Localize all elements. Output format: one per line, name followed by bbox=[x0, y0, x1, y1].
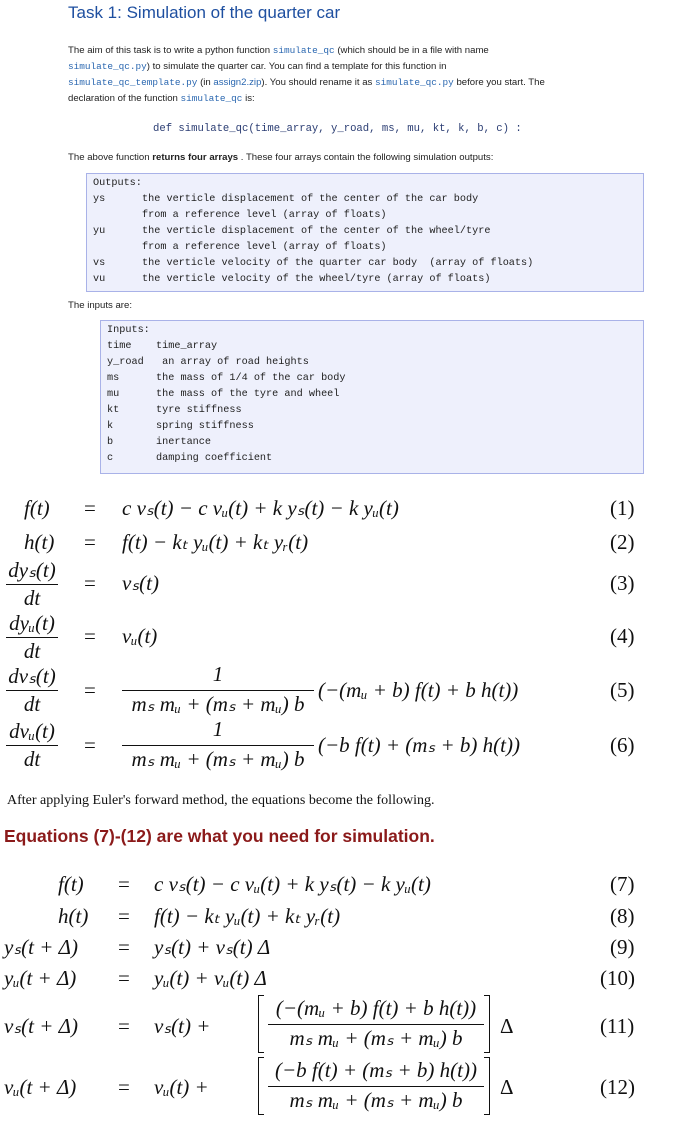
intro-text: The aim of this task is to write a python function bbox=[68, 45, 273, 56]
outputs-box bbox=[86, 173, 644, 292]
eq7-equals: = bbox=[118, 872, 130, 896]
eq4-lhs-denominator: dt bbox=[23, 639, 41, 663]
eq11-numerator: (−(mᵤ + b) f(t) + b h(t)) bbox=[275, 996, 477, 1020]
input-label: k bbox=[107, 421, 114, 432]
eq10-rhs: yᵤ(t) + vᵤ(t) Δ bbox=[154, 966, 267, 990]
eq12-delta: Δ bbox=[500, 1075, 514, 1099]
output-label: vu bbox=[93, 274, 106, 285]
intro-text: (which should be in a file with name bbox=[334, 45, 489, 56]
output-desc: the verticle velocity of the quarter car body (array of floats) bbox=[142, 258, 534, 269]
output-desc: the verticle displacement of the center of the car body bbox=[142, 194, 479, 205]
eq5-coef-numerator: 1 bbox=[212, 662, 224, 686]
intro-text: (in bbox=[197, 77, 214, 88]
output-desc: the verticle displacement of the center of the wheel/tyre bbox=[142, 226, 491, 237]
function-name: simulate_qc bbox=[180, 93, 243, 104]
input-label: time bbox=[107, 341, 132, 352]
eq1-number: (1) bbox=[610, 496, 635, 520]
input-label: mu bbox=[107, 389, 120, 400]
output-desc: from a reference level (array of floats) bbox=[142, 242, 387, 253]
eq4-lhs-numerator: dyᵤ(t) bbox=[9, 611, 55, 635]
input-label: ms bbox=[107, 373, 120, 384]
eq8-equals: = bbox=[118, 904, 130, 928]
eq5-coef-denominator: mₛ mᵤ + (mₛ + mᵤ) b bbox=[131, 692, 305, 716]
input-desc: inertance bbox=[156, 437, 212, 448]
eq6-coef-numerator: 1 bbox=[212, 717, 224, 741]
eq3-lhs-numerator: dyₛ(t) bbox=[8, 558, 56, 582]
eq1-rhs: c vₛ(t) − c vᵤ(t) + k yₛ(t) − k yᵤ(t) bbox=[122, 496, 399, 520]
input-desc: the mass of 1/4 of the car body bbox=[156, 373, 346, 384]
page-title: Task 1: Simulation of the quarter car bbox=[68, 3, 341, 22]
output-label: yu bbox=[93, 226, 106, 237]
eq4-rhs: vᵤ(t) bbox=[122, 624, 158, 648]
intro-text: before you start. The bbox=[453, 77, 545, 88]
eq8-number: (8) bbox=[610, 904, 635, 928]
simulation-note: Equations (7)-(12) are what you need for simulation. bbox=[4, 826, 435, 846]
eq2-equals: = bbox=[84, 530, 96, 554]
input-label: y_road bbox=[107, 357, 144, 368]
euler-sentence: After applying Euler's forward method, the equations become the following. bbox=[7, 793, 435, 808]
eq5-lhs-denominator: dt bbox=[23, 692, 41, 716]
inputs-label: The inputs are: bbox=[68, 300, 132, 311]
intro-text: ) to simulate the quarter car. You can find a template for this function in bbox=[146, 61, 447, 72]
input-desc: spring stiffness bbox=[156, 421, 254, 432]
eq10-lhs: yᵤ(t + Δ) bbox=[4, 966, 77, 990]
output-desc: from a reference level (array of floats) bbox=[142, 210, 387, 221]
eq11-delta: Δ bbox=[500, 1014, 514, 1038]
eq5-rhs: (−(mᵤ + b) f(t) + b h(t)) bbox=[318, 678, 519, 702]
input-desc: the mass of the tyre and wheel bbox=[156, 389, 340, 400]
eq12-lhs: vᵤ(t + Δ) bbox=[4, 1075, 77, 1099]
eq5-lhs-numerator: dvₛ(t) bbox=[8, 664, 56, 688]
eq3-rhs: vₛ(t) bbox=[122, 571, 159, 595]
eq11-left-bracket bbox=[258, 995, 264, 1053]
eq12-numerator: (−b f(t) + (mₛ + b) h(t)) bbox=[275, 1058, 477, 1082]
eq12-rhs-prefix: vᵤ(t) + bbox=[154, 1075, 209, 1099]
file-name: simulate_qc.py bbox=[68, 61, 147, 72]
eq6-coef-denominator: mₛ mᵤ + (mₛ + mᵤ) b bbox=[131, 747, 305, 771]
eq12-left-bracket bbox=[258, 1057, 264, 1115]
eq8-rhs: f(t) − kₜ yᵤ(t) + kₜ yᵣ(t) bbox=[154, 904, 341, 928]
output-desc: the verticle velocity of the wheel/tyre (array of floats) bbox=[142, 274, 491, 285]
intro-text: ). You should rename it as bbox=[261, 77, 376, 88]
eq9-lhs: yₛ(t + Δ) bbox=[4, 935, 78, 959]
returns-bold: returns four arrays bbox=[152, 152, 239, 163]
outputs-header: Outputs: bbox=[93, 178, 142, 189]
eq4-number: (4) bbox=[610, 624, 635, 648]
output-label: vs bbox=[93, 258, 106, 269]
eq10-equals: = bbox=[118, 966, 130, 990]
returns-text: The above function bbox=[68, 152, 153, 163]
function-name: simulate_qc bbox=[272, 45, 335, 56]
input-desc: tyre stiffness bbox=[156, 405, 242, 416]
output-label: ys bbox=[93, 194, 106, 205]
returns-text: . These four arrays contain the following simulation outputs: bbox=[238, 152, 494, 163]
eq10-number: (10) bbox=[600, 966, 635, 990]
input-desc: an array of road heights bbox=[156, 357, 309, 368]
eq9-rhs: yₛ(t) + vₛ(t) Δ bbox=[154, 935, 271, 959]
eq1-lhs: f(t) bbox=[24, 496, 50, 520]
input-desc: time_array bbox=[156, 341, 218, 352]
eq9-number: (9) bbox=[610, 935, 635, 959]
eq2-lhs: h(t) bbox=[24, 530, 55, 554]
eq7-lhs: f(t) bbox=[58, 872, 84, 896]
intro-paragraph bbox=[68, 43, 643, 107]
eq3-lhs-denominator: dt bbox=[23, 586, 41, 610]
input-label: kt bbox=[107, 405, 120, 416]
file-name: simulate_qc.py bbox=[375, 77, 454, 88]
eq2-number: (2) bbox=[610, 530, 635, 554]
input-label: b bbox=[107, 437, 114, 448]
eq9-equals: = bbox=[118, 935, 130, 959]
eq7-rhs: c vₛ(t) − c vᵤ(t) + k yₛ(t) − k yᵤ(t) bbox=[154, 872, 431, 896]
returns-sentence bbox=[68, 152, 493, 163]
eq11-number: (11) bbox=[600, 1014, 635, 1038]
inputs-box bbox=[100, 320, 644, 474]
input-label: c bbox=[107, 453, 114, 464]
inputs-header: Inputs: bbox=[107, 325, 150, 336]
eq6-number: (6) bbox=[610, 733, 635, 757]
eq3-equals: = bbox=[84, 571, 96, 595]
eq12-equals: = bbox=[118, 1075, 130, 1099]
zip-link[interactable]: assign2.zip bbox=[213, 77, 262, 88]
eq5-number: (5) bbox=[610, 678, 635, 702]
eq11-rhs-prefix: vₛ(t) + bbox=[154, 1014, 211, 1038]
eq12-right-bracket bbox=[484, 1057, 490, 1115]
eq8-lhs: h(t) bbox=[58, 904, 89, 928]
eq12-denominator: mₛ mᵤ + (mₛ + mᵤ) b bbox=[289, 1088, 463, 1112]
eq4-equals: = bbox=[84, 624, 96, 648]
eq1-equals: = bbox=[84, 496, 96, 520]
eq6-equals: = bbox=[84, 733, 96, 757]
template-file-name: simulate_qc_template.py bbox=[68, 77, 198, 88]
eq7-number: (7) bbox=[610, 872, 635, 896]
function-declaration: def simulate_qc(time_array, y_road, ms, mu, kt, k, b, c) : bbox=[153, 123, 522, 135]
eq2-rhs: f(t) − kₜ yᵤ(t) + kₜ yᵣ(t) bbox=[122, 530, 309, 554]
intro-text: is: bbox=[242, 93, 255, 104]
eq11-lhs: vₛ(t + Δ) bbox=[4, 1014, 78, 1038]
eq5-equals: = bbox=[84, 678, 96, 702]
eq6-rhs: (−b f(t) + (mₛ + b) h(t)) bbox=[318, 733, 520, 757]
eq11-denominator: mₛ mᵤ + (mₛ + mᵤ) b bbox=[289, 1026, 463, 1050]
eq3-number: (3) bbox=[610, 571, 635, 595]
input-desc: damping coefficient bbox=[156, 453, 273, 464]
eq12-number: (12) bbox=[600, 1075, 635, 1099]
eq11-right-bracket bbox=[484, 995, 490, 1053]
eq6-lhs-denominator: dt bbox=[23, 747, 41, 771]
eq6-lhs-numerator: dvᵤ(t) bbox=[9, 719, 55, 743]
eq11-equals: = bbox=[118, 1014, 130, 1038]
intro-text: declaration of the function bbox=[68, 93, 181, 104]
